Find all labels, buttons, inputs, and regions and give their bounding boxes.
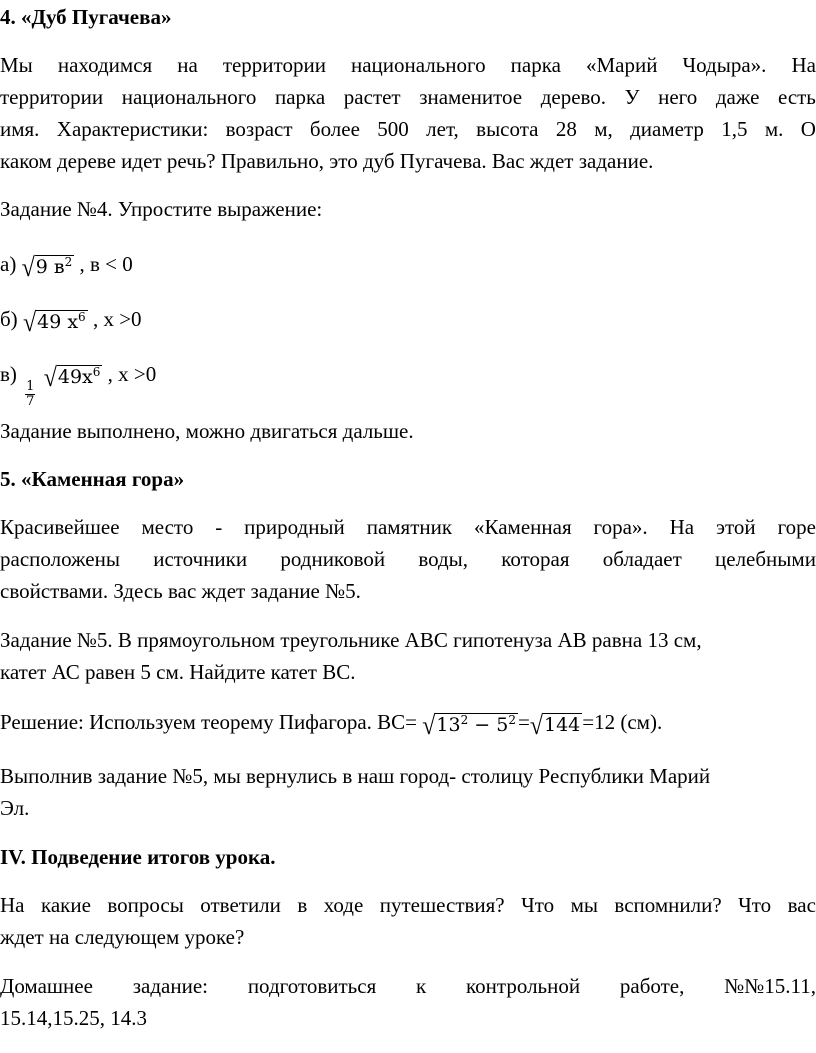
word: национального: [121, 85, 257, 109]
word: Что: [738, 893, 772, 917]
word: растет: [343, 85, 401, 109]
paragraph-line: [0, 511, 816, 543]
word: парка: [510, 53, 561, 77]
word: родниковой: [280, 547, 386, 571]
task-4-intro: Задание №4. Упростите выражение:: [0, 197, 323, 221]
word: воды,: [418, 547, 469, 571]
word: 500: [377, 117, 409, 141]
word: более: [309, 117, 360, 141]
word: 1,5: [721, 117, 748, 141]
square-root: √ $49х^6$: [43, 363, 101, 393]
square-root: √ 144: [529, 711, 581, 741]
word: Домашнее: [0, 974, 93, 998]
square-root: √ $13^2 - 5^2$: [422, 711, 516, 741]
word: которая: [501, 547, 570, 571]
square-root: √ 9 $в^2$: [21, 253, 73, 283]
word: Мы: [0, 53, 33, 77]
word: ответили: [200, 893, 281, 917]
item-label: а): [0, 252, 17, 276]
word: какие: [40, 893, 91, 917]
word: дерево.: [540, 85, 607, 109]
word: памятник: [366, 515, 453, 539]
paragraph-line: свойствами. Здесь вас ждет задание №5.: [0, 579, 361, 603]
word: находимся: [57, 53, 153, 77]
word: ходе: [323, 893, 364, 917]
word: возраст: [225, 117, 293, 141]
word: диаметр: [630, 117, 704, 141]
word: целебными: [715, 547, 816, 571]
word: даже: [715, 85, 760, 109]
word: «Каменная: [473, 515, 572, 539]
word: На: [669, 515, 695, 539]
word: место: [141, 515, 194, 539]
paragraph-line: [0, 49, 816, 81]
word: подготовиться: [247, 974, 377, 998]
word: -: [215, 515, 223, 539]
word: На: [791, 53, 816, 77]
word: источники: [153, 547, 248, 571]
word: Характеристики:: [56, 117, 209, 141]
return-line: Эл.: [0, 796, 30, 820]
word: путешествия?: [379, 893, 505, 917]
word: на: [177, 53, 198, 77]
word: Что: [521, 893, 555, 917]
fraction: $\frac{1}{7}$: [26, 379, 35, 409]
task-4-item-c: [0, 358, 816, 409]
task-4-item-a: [0, 248, 816, 281]
homework-line: [0, 970, 816, 1002]
word: парка: [274, 85, 326, 109]
word: 28: [555, 117, 577, 141]
return-line: Выполнив задание №5, мы вернулись в наш город- столицу Республики Марий: [0, 764, 711, 788]
word: задание:: [132, 974, 209, 998]
paragraph-line: [0, 113, 816, 145]
item-label: б): [0, 307, 18, 331]
word: лет,: [426, 117, 459, 141]
word: вопросы: [107, 893, 184, 917]
word: На: [0, 893, 25, 917]
word: «Марий: [585, 53, 658, 77]
word: гора».: [593, 515, 648, 539]
paragraph-line: [0, 81, 816, 113]
word: №№15.11,: [724, 974, 816, 998]
item-label: в): [0, 362, 17, 386]
word: вспомнили?: [614, 893, 722, 917]
paragraph-line: ждет на следующем уроке?: [0, 925, 245, 949]
word: обладает: [602, 547, 682, 571]
task-4-done: Задание выполнено, можно двигаться дальше.: [0, 419, 414, 443]
word: территории: [0, 85, 104, 109]
paragraph-line: каком дереве идет речь? Правильно, это дуб Пугачева. Вас ждет задание.: [0, 149, 654, 173]
item-condition: , х >0: [107, 362, 157, 386]
word: У: [624, 85, 640, 109]
word: природный: [244, 515, 345, 539]
word: вас: [787, 893, 816, 917]
section-5-heading: 5. «Каменная гора»: [0, 467, 185, 491]
word: Чодыра».: [682, 53, 767, 77]
word: м.: [764, 117, 784, 141]
word: имя.: [0, 117, 40, 141]
word: к: [416, 974, 427, 998]
word: него: [658, 85, 698, 109]
summary-heading: IV. Подведение итогов урока.: [0, 845, 276, 869]
word: мы: [570, 893, 598, 917]
word: расположены: [0, 547, 120, 571]
item-condition: , х >0: [92, 307, 142, 331]
square-root: √ 49 $х^6$: [22, 308, 86, 338]
word: знаменитое: [419, 85, 523, 109]
homework-line: 15.14,15.25, 14.3: [0, 1006, 147, 1030]
word: м,: [594, 117, 613, 141]
word: в: [297, 893, 308, 917]
task-5-solution: Решение: Используем теорему Пифагора. ВС= √ $13^2 - 5^2$ = √ 144 =12 (см).: [0, 710, 663, 741]
item-condition: , в < 0: [79, 252, 133, 276]
word: О: [800, 117, 816, 141]
word: национального: [350, 53, 486, 77]
word: Красивейшее: [0, 515, 120, 539]
task-5-line: Задание №5. В прямоугольном треугольнике АВС гипотенуза АВ равна 13 см,: [0, 628, 702, 652]
task-4-item-b: [0, 303, 816, 336]
word: высота: [476, 117, 539, 141]
paragraph-line: [0, 889, 816, 921]
word: есть: [777, 85, 816, 109]
word: контрольной: [466, 974, 581, 998]
word: работе,: [619, 974, 685, 998]
word: этой: [716, 515, 756, 539]
paragraph-line: [0, 543, 816, 575]
section-4-heading: 4. «Дуб Пугачева»: [0, 5, 172, 29]
word: горе: [777, 515, 816, 539]
task-5-line: катет АС равен 5 см. Найдите катет ВС.: [0, 660, 356, 684]
word: территории: [222, 53, 326, 77]
